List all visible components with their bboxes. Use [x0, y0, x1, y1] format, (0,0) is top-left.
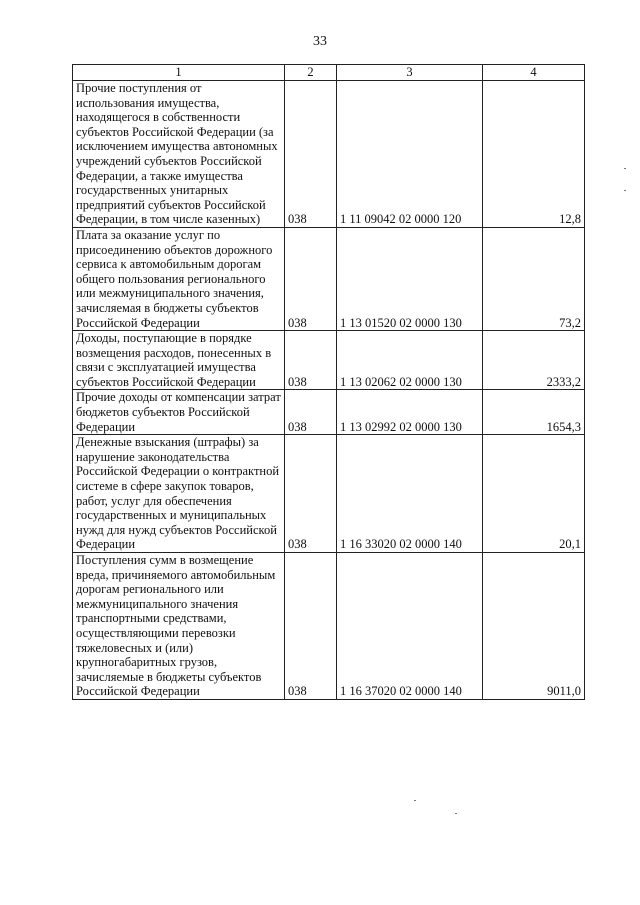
amount-cell: 73,2 [483, 227, 585, 330]
amount-cell: 2333,2 [483, 331, 585, 390]
amount-cell: 12,8 [483, 81, 585, 228]
admin-code-cell: 038 [285, 435, 337, 553]
revenue-name-cell [73, 81, 285, 228]
column-header-2: 2 [285, 65, 337, 81]
revenue-name-cell [73, 390, 285, 435]
table-row [73, 435, 585, 553]
revenue-name: Денежные взыскания (штрафы) за нарушение законодательства Российской Федерации о контрактной системе в сфере закупок товаров, работ, услуг для обеспечения государственных и муниципальных нужд для нужд субъектов Российской Федерации [76, 435, 280, 552]
revenue-name: Поступления сумм в возмещение вреда, причиняемого автомобильным дорогам регионального или межмуниципального значения транспортными средствами, осуществляющими перевозки тяжеловесных и (или) крупногабаритных грузов, зачисляемые в бюджеты субъектов Российской Федерации [76, 553, 276, 699]
column-header-1: 1 [73, 65, 285, 81]
classification-code-cell: 1 13 02992 02 0000 130 [337, 390, 483, 435]
admin-code-cell: 038 [285, 390, 337, 435]
table-row [73, 227, 585, 330]
table-header-row [73, 65, 585, 81]
revenue-table [72, 64, 585, 700]
revenue-name: Доходы, поступающие в порядке возмещения расходов, понесенных в связи с эксплуатацией имущества субъектов Российской Федерации [76, 331, 272, 389]
admin-code-cell: 038 [285, 81, 337, 228]
scan-speck [455, 813, 457, 814]
classification-code-cell: 1 13 02062 02 0000 130 [337, 331, 483, 390]
amount-cell: 9011,0 [483, 553, 585, 700]
table-row [73, 390, 585, 435]
classification-code-cell: 1 16 37020 02 0000 140 [337, 553, 483, 700]
admin-code-cell: 038 [285, 331, 337, 390]
scan-speck [414, 800, 416, 801]
revenue-name: Прочие поступления от использования имущества, находящегося в собственности субъектов Российской Федерации (за исключением имущества автономных учреждений субъектов Российской Федерации, а также имущества государственных унитарных предприятий субъектов Российской Федерации, в том числе казенных) [76, 81, 278, 227]
column-header-4: 4 [483, 65, 585, 81]
revenue-name-cell [73, 435, 285, 553]
revenue-name-cell [73, 331, 285, 390]
classification-code-cell: 1 11 09042 02 0000 120 [337, 81, 483, 228]
amount-cell: 1654,3 [483, 390, 585, 435]
admin-code-cell: 038 [285, 553, 337, 700]
classification-code-cell: 1 13 01520 02 0000 130 [337, 227, 483, 330]
scan-speck [624, 168, 626, 169]
classification-code-cell: 1 16 33020 02 0000 140 [337, 435, 483, 553]
table-row [73, 553, 585, 700]
column-header-3: 3 [337, 65, 483, 81]
scan-speck [624, 190, 626, 191]
amount-cell: 20,1 [483, 435, 585, 553]
table-row [73, 331, 585, 390]
table-row [73, 81, 585, 228]
page-number: 33 [313, 34, 327, 49]
revenue-name-cell [73, 553, 285, 700]
revenue-name: Прочие доходы от компенсации затрат бюджетов субъектов Российской Федерации [76, 390, 281, 434]
revenue-name-cell [73, 227, 285, 330]
revenue-name: Плата за оказание услуг по присоединению объектов дорожного сервиса к автомобильным дорогам общего пользования регионального или межмуниципального значения, зачисляемая в бюджеты субъектов Российской Федерации [76, 227, 273, 330]
admin-code-cell: 038 [285, 227, 337, 330]
